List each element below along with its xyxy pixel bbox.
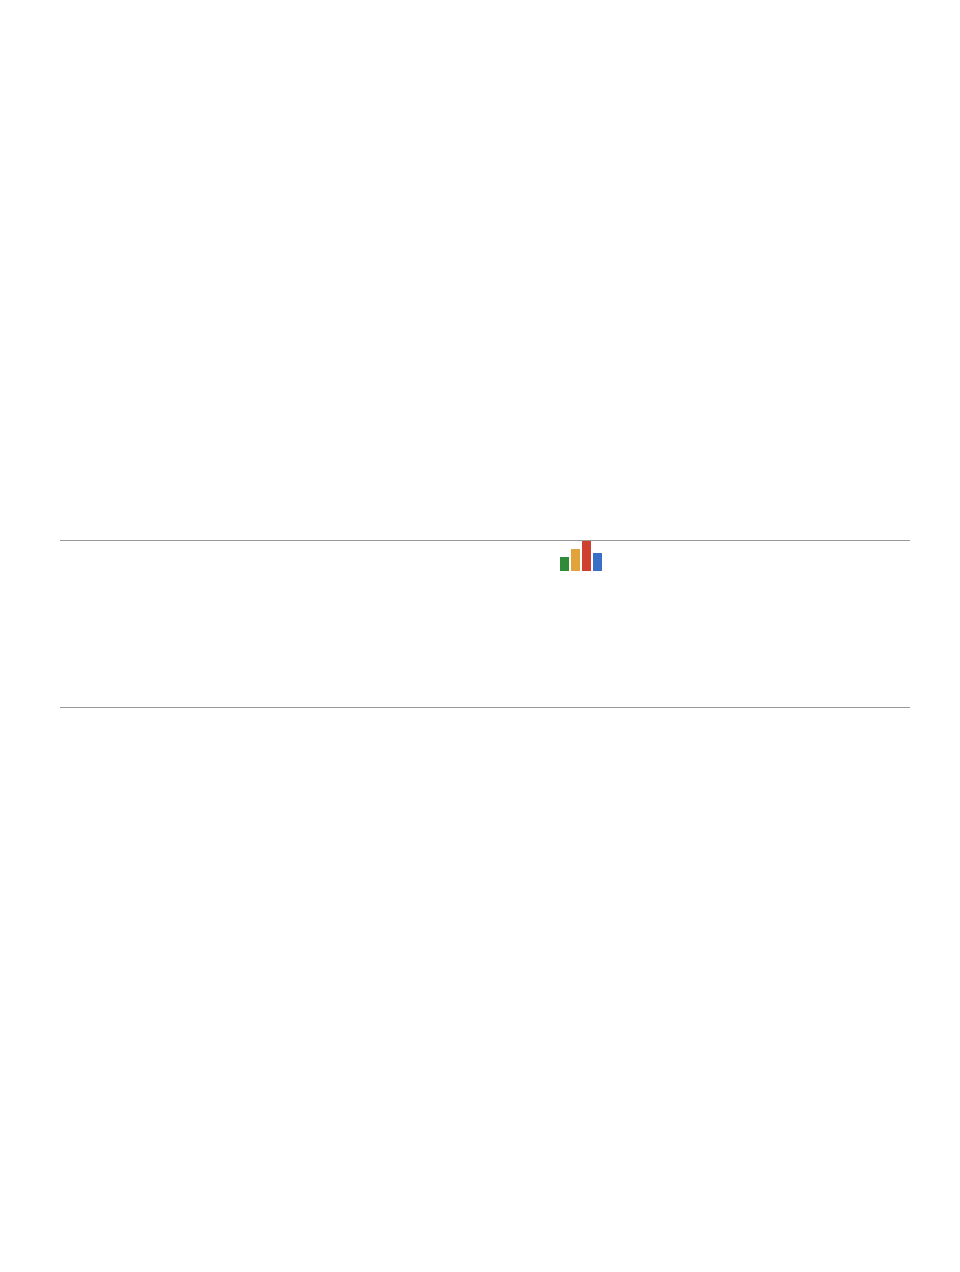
page-header — [20, 10, 940, 34]
stats-box — [60, 540, 910, 708]
stats-logo-icon — [560, 541, 605, 571]
